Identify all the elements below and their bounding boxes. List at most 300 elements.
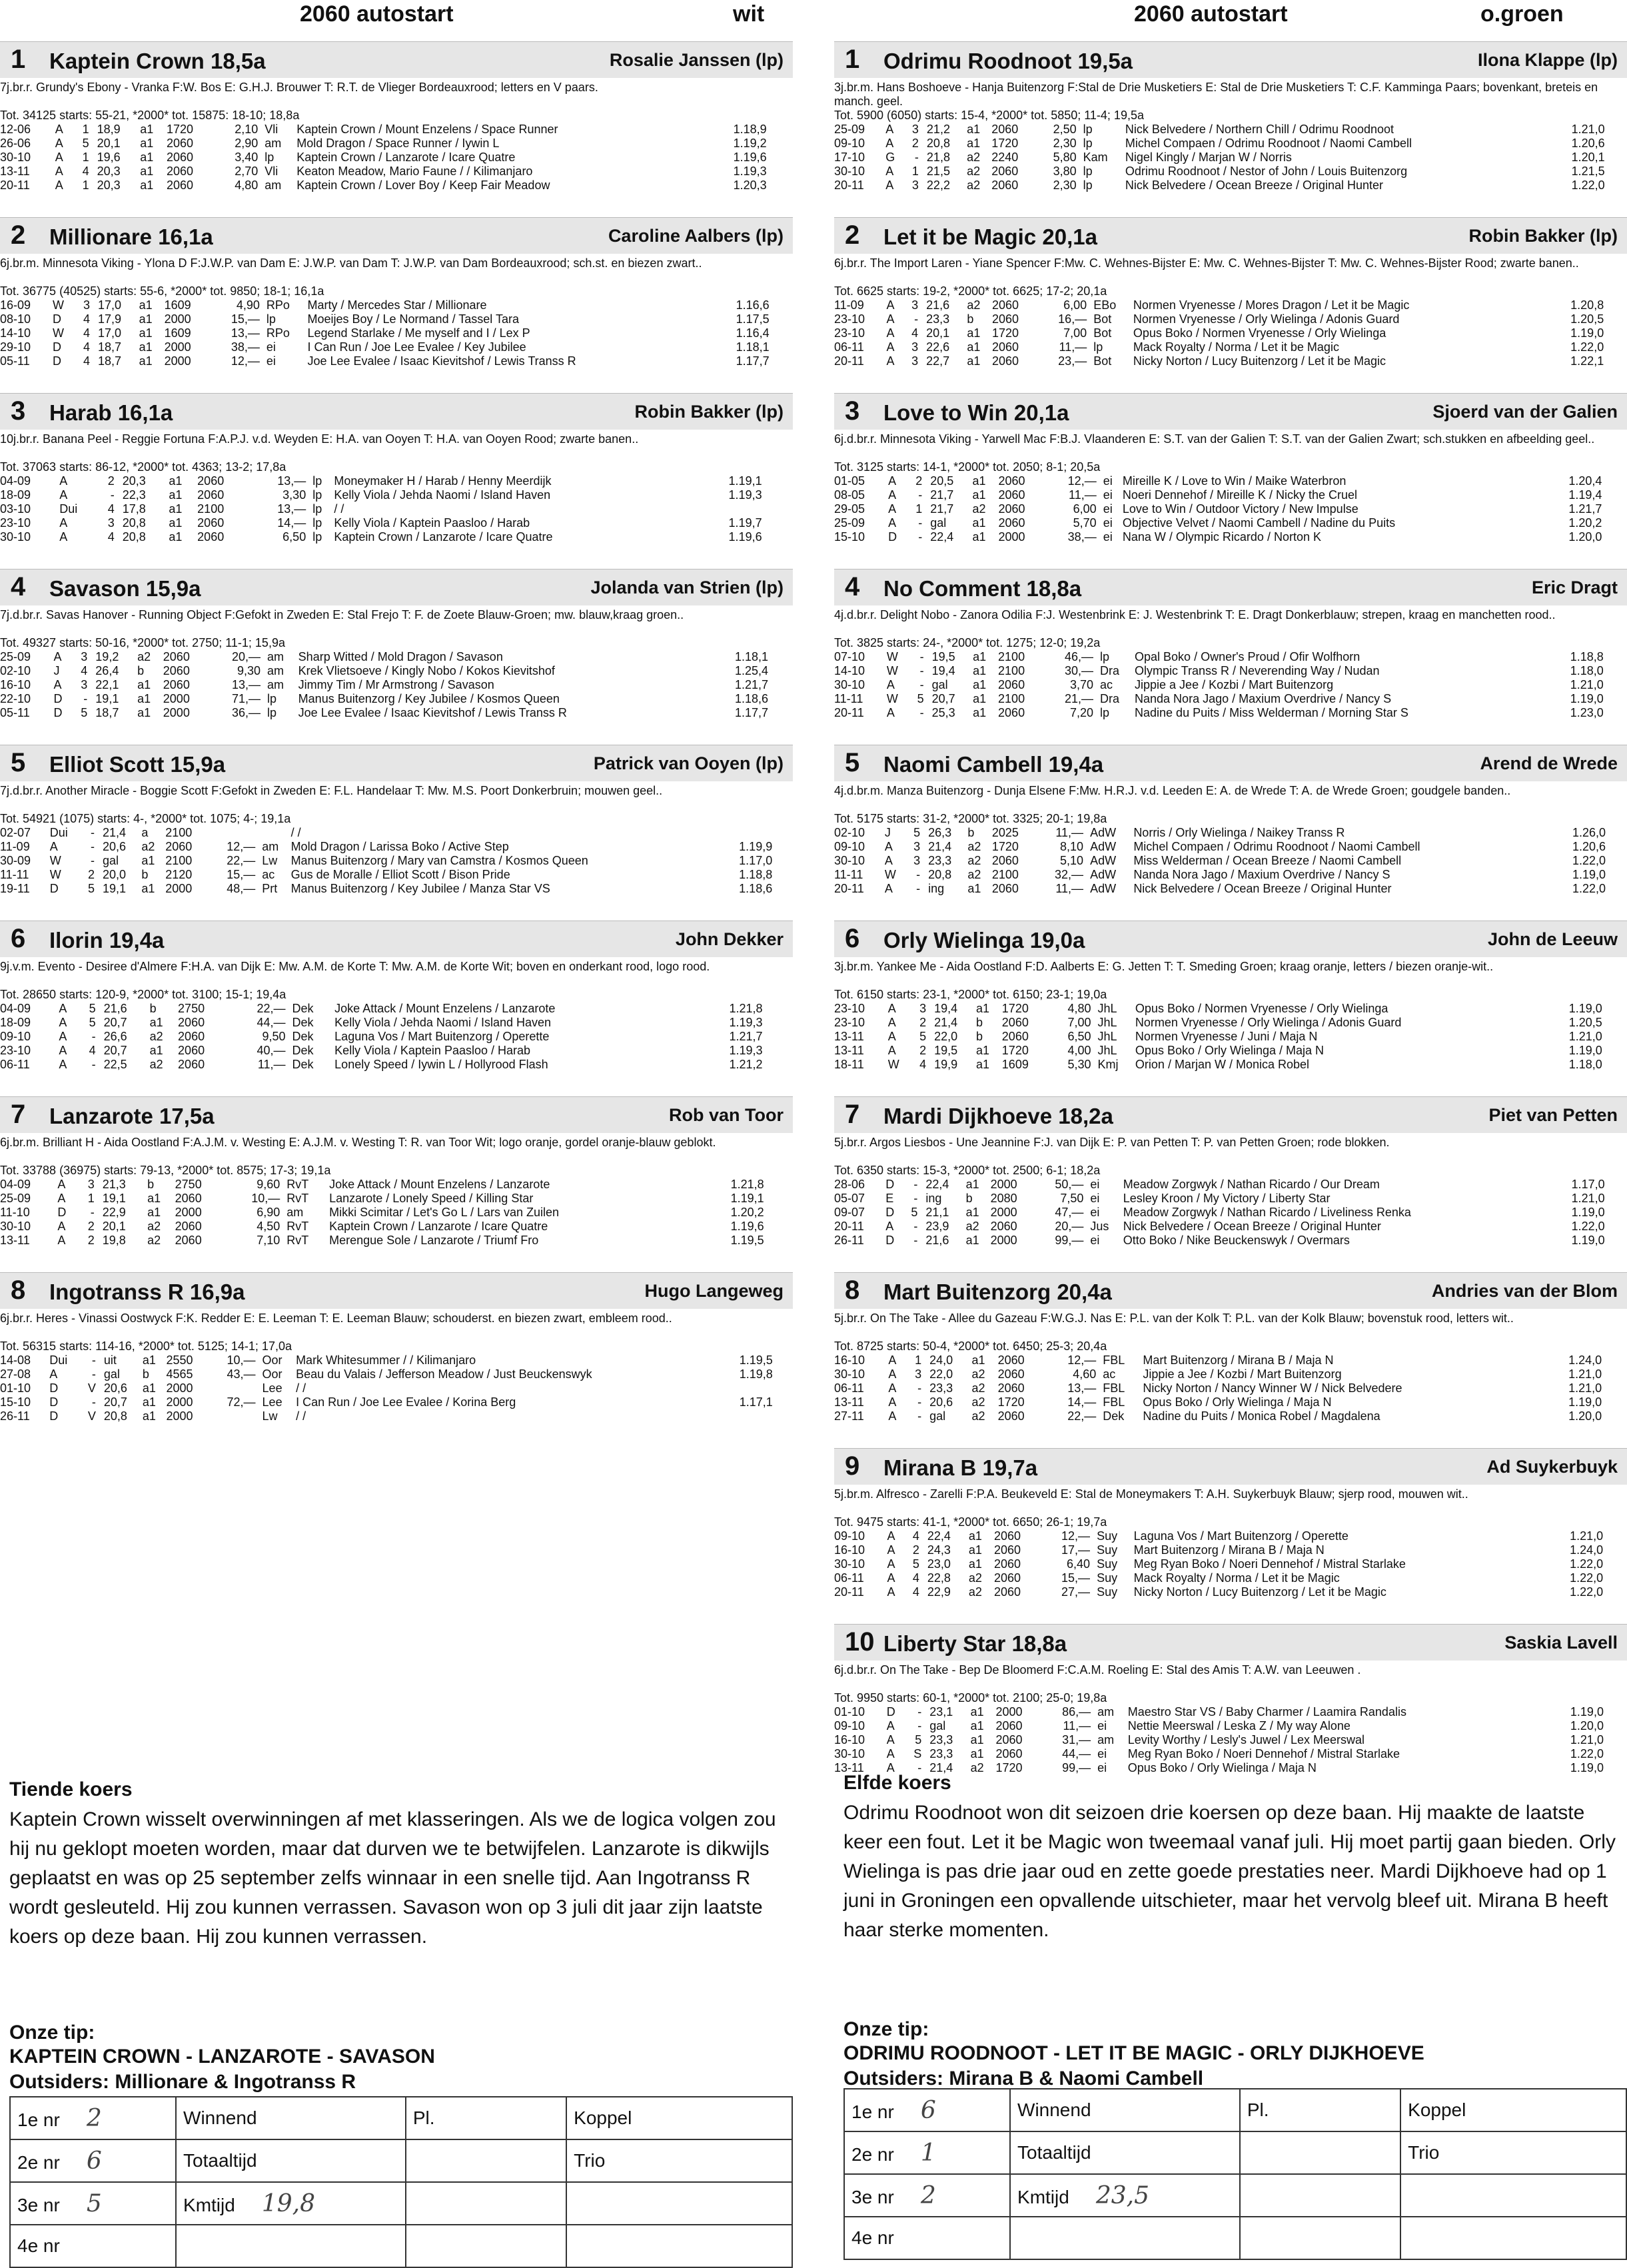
run-distance: 2060 bbox=[991, 340, 1019, 354]
horse-number: 8 bbox=[11, 1276, 26, 1305]
run-track: A bbox=[887, 1557, 895, 1571]
run-driver: Kam bbox=[1083, 151, 1108, 164]
race-color-label: wit bbox=[733, 1, 765, 27]
table-row bbox=[834, 1529, 1627, 1543]
horse-pedigree: 6j.d.br.r. On The Take - Bep De Bloomerd F:C.A.M. Roeling E: Stal des Amis T: A.W. van Leeuwen . bbox=[834, 1663, 1361, 1677]
run-driver: lp bbox=[1083, 137, 1093, 150]
run-driver: JhL bbox=[1097, 1044, 1117, 1057]
run-odds: 7,00 bbox=[1063, 326, 1087, 340]
run-result: Legend Starlake / Me myself and I / Lex P bbox=[307, 326, 530, 340]
horse-pedigree: 6j.br.m. Minnesota Viking - Ylona D F:J.W.P. van Dam E: J.W.P. van Dam T: J.W.P. van Dam Bordeauxrood; sch.st. en biezen zwart.. bbox=[0, 256, 702, 270]
table-row bbox=[834, 1543, 1627, 1557]
bet-cell-totaaltijd[interactable] bbox=[176, 2139, 406, 2182]
run-start: a1 bbox=[137, 706, 151, 719]
run-odds: 6,50 bbox=[1067, 1030, 1091, 1043]
run-track: A bbox=[887, 1016, 896, 1029]
run-distance: 2060 bbox=[175, 1220, 202, 1233]
run-winner-time: 1.19,3 bbox=[729, 1016, 763, 1029]
run-track: A bbox=[886, 1719, 895, 1732]
run-odds: 13,— bbox=[231, 678, 261, 691]
run-place: 5 bbox=[917, 692, 924, 705]
run-winner-time: 1.22,0 bbox=[1571, 1220, 1605, 1233]
run-winner-time: 1.20,0 bbox=[1568, 530, 1602, 544]
run-result: Nadine du Puits / Monica Robel / Magdalena bbox=[1143, 1409, 1380, 1423]
run-place: - bbox=[91, 1030, 96, 1043]
run-start: a2 bbox=[967, 151, 981, 164]
run-result: Nadine du Puits / Miss Welderman / Morning Star S bbox=[1135, 706, 1408, 719]
run-odds: 11,— bbox=[1055, 882, 1084, 895]
bet-cell-empty[interactable] bbox=[176, 2225, 406, 2267]
horse-number: 2 bbox=[845, 220, 860, 250]
run-odds: 22,— bbox=[1067, 1409, 1097, 1423]
run-winner-time: 1.19,3 bbox=[729, 1044, 763, 1057]
run-start: a1 bbox=[147, 1192, 161, 1205]
run-time: 21,4 bbox=[929, 1761, 953, 1774]
run-place: - bbox=[91, 1353, 96, 1367]
bet-cell-nr4[interactable] bbox=[844, 2217, 1010, 2259]
horse-stats: Tot. 5900 (6050) starts: 15-4, *2000* tot. 5850; 11-4; 19,5a bbox=[834, 109, 1144, 122]
horse-entry bbox=[0, 921, 793, 1096]
bet-cell-kmtijd[interactable] bbox=[176, 2182, 406, 2225]
run-date: 07-10 bbox=[834, 650, 865, 663]
bet-label: Kmtijd bbox=[183, 2194, 235, 2215]
bet-label: Koppel bbox=[1408, 2099, 1466, 2120]
run-date: 25-09 bbox=[0, 650, 31, 663]
bet-cell-empty[interactable] bbox=[1240, 2131, 1400, 2174]
run-place: - bbox=[917, 1381, 922, 1395]
table-row bbox=[0, 1409, 793, 1423]
run-odds: 11,— bbox=[1069, 488, 1097, 502]
run-winner-time: 1.18,1 bbox=[734, 650, 768, 663]
run-start: a1 bbox=[973, 678, 987, 691]
run-track: A bbox=[57, 1192, 66, 1205]
run-track: G bbox=[885, 151, 895, 164]
run-winner-time: 1.19,6 bbox=[733, 151, 767, 164]
run-track: W bbox=[886, 692, 898, 705]
run-time: 17,0 bbox=[97, 298, 121, 312]
run-date: 05-11 bbox=[0, 706, 30, 719]
bet-cell-empty[interactable] bbox=[1400, 2174, 1626, 2217]
run-place: - bbox=[916, 882, 921, 895]
run-distance: 2100 bbox=[998, 650, 1025, 663]
horse-pedigree: 6j.br.r. Heres - Vinassi Oostwyck F:K. Redder E: E. Leeman T: E. Leeman Blauw; schouderst. en biezen zwart, embleem rood.. bbox=[0, 1312, 672, 1325]
run-track: A bbox=[53, 650, 62, 663]
run-odds: 2,30 bbox=[1053, 179, 1077, 192]
run-result: Normen Vryenesse / Juni / Maja N bbox=[1135, 1030, 1318, 1043]
run-time: 26,3 bbox=[928, 826, 952, 839]
run-date: 01-10 bbox=[0, 1381, 31, 1395]
run-distance: 1720 bbox=[991, 840, 1019, 853]
run-driver: Dra bbox=[1100, 692, 1120, 705]
run-driver: ei bbox=[1090, 1234, 1100, 1247]
horse-stats: Tot. 3125 starts: 14-1, *2000* tot. 2050; 8-1; 20,5a bbox=[834, 460, 1101, 474]
table-row bbox=[834, 1206, 1627, 1220]
run-distance: 1720 bbox=[1001, 1044, 1029, 1057]
run-driver: ei bbox=[1103, 474, 1113, 488]
run-distance: 2060 bbox=[175, 1192, 202, 1205]
run-distance: 2750 bbox=[178, 1002, 205, 1015]
table-row bbox=[0, 1220, 793, 1234]
run-distance: 2060 bbox=[993, 1529, 1021, 1543]
horse-number: 8 bbox=[845, 1276, 860, 1305]
bet-cell-koppel[interactable] bbox=[1400, 2089, 1626, 2131]
bet-label: Trio bbox=[574, 2150, 606, 2171]
run-place: 4 bbox=[919, 1058, 927, 1071]
run-track: D bbox=[53, 340, 62, 354]
run-winner-time: 1.20,5 bbox=[1568, 1016, 1602, 1029]
run-odds: 2,90 bbox=[235, 137, 259, 150]
table-row bbox=[0, 1367, 793, 1381]
run-winner-time: 1.21,0 bbox=[1568, 1030, 1602, 1043]
run-distance: 2060 bbox=[993, 1585, 1021, 1599]
run-track: A bbox=[55, 165, 63, 178]
table-row bbox=[834, 502, 1627, 516]
table-row bbox=[0, 1044, 793, 1058]
run-distance: 4565 bbox=[166, 1367, 193, 1381]
bet-cell-empty[interactable] bbox=[406, 2225, 566, 2267]
run-result: Nick Belvedere / Northern Chill / Odrimu Roodnoot bbox=[1125, 123, 1394, 136]
run-start: a1 bbox=[140, 179, 154, 192]
bet-cell-nr2[interactable] bbox=[10, 2139, 176, 2182]
run-result: Michel Compaen / Odrimu Roodnoot / Naomi Cambell bbox=[1133, 840, 1420, 853]
run-result: Nana W / Olympic Ricardo / Norton K bbox=[1122, 530, 1321, 544]
run-time: 22,8 bbox=[927, 1571, 951, 1585]
run-result: Mold Dragon / Space Runner / Iywin L bbox=[296, 137, 500, 150]
run-winner-time: 1.20,2 bbox=[1568, 516, 1602, 530]
run-date: 14-08 bbox=[0, 1353, 31, 1367]
run-winner-time bbox=[740, 1409, 793, 1423]
horse-name: Mirana B 19,7a bbox=[883, 1455, 1038, 1480]
commentary-text: Odrimu Roodnoot won dit seizoen drie koersen op deze baan. Hij maakte de laatste keer een fout. Let it be Magic won tweemaal vanaf juli. Hij moet partij gaan bieden. Orly Wielinga is pas drie jaar oud en zette goede prestaties neer. Mardi Dijkhoeve had op 1 juni in Groningen een opvallende uitschieter, maar het vervolg bleef uit. Mirana B heeft haar sterke momenten. bbox=[843, 1802, 1616, 1941]
run-time: 20,8 bbox=[926, 137, 950, 150]
table-row bbox=[0, 488, 793, 502]
run-odds: 7,00 bbox=[1067, 1016, 1091, 1029]
run-time: 19,9 bbox=[934, 1058, 958, 1071]
run-driver: Dek bbox=[292, 1030, 314, 1043]
horse-pedigree: 9j.v.m. Evento - Desiree d'Almere F:H.A. van Dijk E: Mw. A.M. de Korte T: Mw. A.M. de Korte Wit; boven en onderkant rood, logo rood. bbox=[0, 960, 710, 973]
run-odds: 48,— bbox=[227, 882, 256, 895]
run-odds: 2,10 bbox=[235, 123, 259, 136]
run-distance: 2120 bbox=[165, 868, 193, 881]
run-driver: ei bbox=[1097, 1761, 1107, 1774]
run-odds: 6,90 bbox=[257, 1206, 280, 1219]
table-row bbox=[0, 882, 793, 896]
bet-cell-empty[interactable] bbox=[406, 2139, 566, 2182]
run-odds: 3,70 bbox=[1069, 678, 1093, 691]
run-track: D bbox=[53, 706, 63, 719]
run-time: 22,4 bbox=[927, 1529, 951, 1543]
bet-cell-kmtijd[interactable] bbox=[1010, 2174, 1240, 2217]
run-track: A bbox=[885, 179, 894, 192]
run-date: 01-10 bbox=[834, 1705, 865, 1718]
bet-cell-empty[interactable] bbox=[566, 2225, 792, 2267]
run-distance: 2240 bbox=[991, 151, 1019, 164]
run-date: 09-10 bbox=[834, 840, 865, 853]
run-odds: 7,10 bbox=[257, 1234, 280, 1247]
run-driver: ei bbox=[1103, 488, 1113, 502]
table-row bbox=[834, 340, 1627, 354]
run-time: 23,3 bbox=[928, 854, 952, 867]
run-place: 2 bbox=[912, 1543, 919, 1557]
run-start: b bbox=[141, 868, 149, 881]
run-track: A bbox=[59, 1016, 67, 1029]
run-track: A bbox=[888, 474, 897, 488]
bet-cell-totaaltijd[interactable] bbox=[1010, 2131, 1240, 2174]
horse-stats: Tot. 56315 starts: 114-16, *2000* tot. 5125; 14-1; 17,0a bbox=[0, 1339, 292, 1353]
bet-label: 1e nr bbox=[851, 2101, 894, 2122]
run-start: a2 bbox=[967, 298, 981, 312]
run-result: Levity Worthy / Lesly's Juwel / Lex Meerswal bbox=[1127, 1733, 1365, 1746]
run-result: Meadow Zorgwyk / Nathan Ricardo / Our Dream bbox=[1123, 1178, 1380, 1191]
run-place: - bbox=[914, 312, 919, 326]
run-time: uit bbox=[103, 1353, 117, 1367]
run-date: 17-10 bbox=[834, 151, 865, 164]
bet-cell-nr3[interactable] bbox=[10, 2182, 176, 2225]
run-start: a1 bbox=[139, 354, 153, 368]
run-start: a1 bbox=[139, 326, 153, 340]
horse-number: 1 bbox=[845, 45, 860, 74]
run-place: 2 bbox=[919, 1016, 927, 1029]
run-place: 5 bbox=[89, 1002, 96, 1015]
run-time: ing bbox=[925, 1192, 942, 1205]
run-track: W bbox=[886, 664, 898, 677]
run-winner-time: 1.22,1 bbox=[1570, 354, 1604, 368]
run-winner-time: 1.24,0 bbox=[1570, 1543, 1604, 1557]
bet-cell-empty[interactable] bbox=[1010, 2217, 1240, 2259]
bet-cell-empty[interactable] bbox=[1240, 2217, 1400, 2259]
table-row bbox=[834, 137, 1627, 151]
run-place: 4 bbox=[912, 1571, 919, 1585]
run-place: 3 bbox=[911, 179, 919, 192]
run-date: 19-11 bbox=[0, 882, 30, 895]
run-start: a1 bbox=[147, 1206, 161, 1219]
run-result: Beau du Valais / Jefferson Meadow / Just Beuckenswyk bbox=[296, 1367, 592, 1381]
run-result: Merengue Sole / Lanzarote / Triumf Fro bbox=[329, 1234, 539, 1247]
run-odds: 9,60 bbox=[257, 1178, 280, 1191]
run-place: - bbox=[919, 678, 924, 691]
run-place: - bbox=[83, 692, 88, 705]
horse-entry bbox=[0, 1272, 793, 1448]
run-winner-time: 1.22,0 bbox=[1570, 1585, 1604, 1599]
race-header bbox=[834, 0, 1627, 36]
bet-cell-nr2[interactable] bbox=[844, 2131, 1010, 2174]
run-place: 4 bbox=[83, 326, 90, 340]
horse-number: 10 bbox=[845, 1627, 875, 1657]
run-track: A bbox=[887, 1002, 896, 1015]
run-distance: 2060 bbox=[197, 516, 225, 530]
run-track: A bbox=[887, 1030, 896, 1043]
horse-header bbox=[834, 1448, 1627, 1485]
run-winner-time: 1.17,5 bbox=[736, 312, 770, 326]
run-winner-time: 1.19,0 bbox=[1570, 1705, 1604, 1718]
run-date: 20-11 bbox=[834, 882, 864, 895]
run-track: A bbox=[53, 678, 62, 691]
run-distance: 2060 bbox=[998, 678, 1025, 691]
run-result: Maestro Star VS / Baby Charmer / Laamira Randalis bbox=[1127, 1705, 1406, 1718]
bet-cell-winnend[interactable] bbox=[176, 2097, 406, 2139]
run-result: Laguna Vos / Mart Buitenzorg / Operette bbox=[1133, 1529, 1349, 1543]
run-distance: 2000 bbox=[166, 1395, 193, 1409]
bet-cell-empty[interactable] bbox=[1240, 2174, 1400, 2217]
run-result: Manus Buitenzorg / Key Jubilee / Manza Star VS bbox=[290, 882, 550, 895]
horse-header bbox=[0, 569, 793, 605]
driver-name: Hugo Langeweg bbox=[644, 1281, 784, 1301]
bet-label: Trio bbox=[1408, 2142, 1440, 2163]
table-row bbox=[834, 650, 1627, 664]
run-date: 06-11 bbox=[0, 1058, 30, 1071]
run-track: A bbox=[888, 1409, 897, 1423]
run-place: - bbox=[919, 650, 924, 663]
run-result: Odrimu Roodnoot / Nestor of John / Louis Buitenzorg bbox=[1125, 165, 1408, 178]
run-winner-time: 1.21,7 bbox=[1568, 502, 1602, 516]
run-track: J bbox=[884, 826, 891, 839]
run-winner-time: 1.21,0 bbox=[1570, 678, 1604, 691]
run-date: 16-10 bbox=[834, 1353, 865, 1367]
run-odds: 86,— bbox=[1062, 1705, 1091, 1718]
driver-name: Robin Bakker (lp) bbox=[1468, 226, 1618, 246]
run-distance: 2060 bbox=[997, 1409, 1025, 1423]
run-time: 23,1 bbox=[929, 1705, 953, 1718]
bet-cell-nr4[interactable] bbox=[10, 2225, 176, 2267]
table-row bbox=[834, 1747, 1627, 1761]
bet-cell-pl[interactable] bbox=[406, 2097, 566, 2139]
run-distance: 2060 bbox=[997, 1381, 1025, 1395]
horse-entry bbox=[834, 745, 1627, 921]
horse-name: Ingotranss R 16,9a bbox=[49, 1280, 245, 1304]
bet-cell-empty[interactable] bbox=[1400, 2217, 1626, 2259]
run-driver: Oor bbox=[262, 1367, 282, 1381]
run-track: Dui bbox=[49, 826, 68, 839]
run-driver: FBL bbox=[1103, 1353, 1125, 1367]
run-winner-time: 1.19,0 bbox=[1568, 1002, 1602, 1015]
run-track: A bbox=[886, 340, 895, 354]
run-odds: 20,— bbox=[1055, 1220, 1084, 1233]
table-row bbox=[834, 165, 1627, 179]
run-time: 24,3 bbox=[927, 1543, 951, 1557]
run-date: 29-10 bbox=[0, 340, 31, 354]
table-row bbox=[834, 840, 1627, 854]
run-time: 21,5 bbox=[926, 165, 950, 178]
horse-pedigree: 3j.br.m. Yankee Me - Aida Oostland F:D. Aalberts E: G. Jetten T: T. Smeding Groen; kraag oranje, letters / biezen oranje-wit.. bbox=[834, 960, 1494, 973]
run-time: 23,3 bbox=[926, 312, 950, 326]
run-driver: RvT bbox=[286, 1192, 309, 1205]
bet-cell-trio[interactable] bbox=[566, 2139, 792, 2182]
run-start: a1 bbox=[968, 1557, 982, 1571]
race-commentary bbox=[843, 1772, 1623, 1945]
horse-number: 3 bbox=[845, 396, 860, 426]
recent-runs-table bbox=[0, 1002, 793, 1072]
run-start: a1 bbox=[142, 1409, 156, 1423]
run-track: A bbox=[888, 1381, 897, 1395]
run-winner-time: 1.19,8 bbox=[739, 1367, 773, 1381]
run-distance: 2100 bbox=[165, 826, 193, 839]
run-date: 16-09 bbox=[0, 298, 31, 312]
run-time: 19,2 bbox=[95, 650, 119, 663]
run-distance: 2100 bbox=[998, 664, 1025, 677]
run-date: 06-11 bbox=[834, 1571, 864, 1585]
run-odds: 40,— bbox=[257, 1044, 286, 1057]
run-date: 05-11 bbox=[0, 354, 30, 368]
run-date: 09-10 bbox=[834, 1719, 865, 1732]
run-place: 4 bbox=[107, 530, 115, 544]
run-odds: 17,— bbox=[1061, 1543, 1091, 1557]
run-driver: AdW bbox=[1090, 868, 1117, 881]
run-place: - bbox=[919, 664, 924, 677]
bet-cell-trio[interactable] bbox=[1400, 2131, 1626, 2174]
horse-header bbox=[834, 745, 1627, 781]
table-row bbox=[834, 1585, 1627, 1599]
horse-stats: Tot. 6350 starts: 15-3, *2000* tot. 2500; 6-1; 18,2a bbox=[834, 1164, 1101, 1177]
run-odds: 20,— bbox=[231, 650, 261, 663]
run-place: 4 bbox=[912, 1529, 919, 1543]
bet-cell-empty[interactable] bbox=[566, 2182, 792, 2225]
run-time: 25,3 bbox=[931, 706, 955, 719]
horse-number: 5 bbox=[845, 748, 860, 777]
run-time: 22,2 bbox=[926, 179, 950, 192]
run-driver: ac bbox=[262, 868, 275, 881]
bet-cell-nr3[interactable] bbox=[844, 2174, 1010, 2217]
run-track: A bbox=[884, 854, 893, 867]
bet-cell-nr1[interactable] bbox=[844, 2089, 1010, 2131]
recent-runs-table bbox=[834, 474, 1627, 544]
horse-number: 4 bbox=[11, 572, 26, 601]
horse-entry bbox=[0, 41, 793, 217]
horse-stats: Tot. 6625 starts: 19-2, *2000* tot. 6625; 17-2; 20,1a bbox=[834, 284, 1107, 298]
run-time: 21,4 bbox=[102, 826, 127, 839]
recent-runs-table bbox=[834, 1705, 1627, 1775]
horse-header bbox=[0, 921, 793, 957]
run-distance: 2060 bbox=[178, 1058, 205, 1071]
bet-cell-koppel[interactable] bbox=[566, 2097, 792, 2139]
run-date: 16-10 bbox=[0, 678, 31, 691]
run-track: A bbox=[887, 1543, 895, 1557]
bet-cell-nr1[interactable] bbox=[10, 2097, 176, 2139]
bet-cell-empty[interactable] bbox=[406, 2182, 566, 2225]
run-start: b bbox=[137, 664, 145, 677]
bet-cell-winnend[interactable] bbox=[1010, 2089, 1240, 2131]
horse-header bbox=[834, 217, 1627, 254]
run-odds: 6,50 bbox=[282, 530, 306, 544]
run-result: Nicky Norton / Lucy Buitenzorg / Let it be Magic bbox=[1133, 1585, 1386, 1599]
run-track: Dui bbox=[49, 1353, 68, 1367]
run-track: A bbox=[886, 706, 895, 719]
run-place: 5 bbox=[912, 1557, 919, 1571]
run-odds: 2,50 bbox=[1053, 123, 1077, 136]
run-start: a1 bbox=[973, 650, 987, 663]
run-date: 30-10 bbox=[0, 151, 31, 164]
run-result: Kelly Viola / Jehda Naomi / Island Haven bbox=[334, 1016, 552, 1029]
bet-cell-pl[interactable] bbox=[1240, 2089, 1400, 2131]
table-row bbox=[0, 840, 793, 854]
run-start: a1 bbox=[169, 502, 183, 516]
run-place: - bbox=[917, 1395, 922, 1409]
horse-header bbox=[0, 1096, 793, 1133]
run-odds: 44,— bbox=[1062, 1747, 1091, 1760]
run-distance: 2060 bbox=[997, 1353, 1025, 1367]
run-date: 20-11 bbox=[834, 179, 864, 192]
horse-stats: Tot. 36775 (40525) starts: 55-6, *2000* tot. 9850; 18-1; 16,1a bbox=[0, 284, 324, 298]
horse-pedigree: 7j.d.br.r. Savas Hanover - Running Object F:Gefokt in Zweden E: Stal Frejo T: F. de Zoete Blauw-Groen; mw. blauw,kraag groen.. bbox=[0, 608, 684, 621]
run-result: Opal Boko / Owner's Proud / Ofir Wolfhorn bbox=[1135, 650, 1360, 663]
run-result: Kaptein Crown / Lanzarote / Icare Quatre bbox=[334, 530, 553, 544]
run-track: D bbox=[49, 1395, 59, 1409]
run-time: 20,7 bbox=[103, 1395, 127, 1409]
run-track: D bbox=[888, 530, 897, 544]
table-row bbox=[834, 530, 1627, 544]
run-date: 18-09 bbox=[0, 1016, 31, 1029]
handwritten-kmtijd: 23,5 bbox=[1095, 2181, 1149, 2209]
recent-runs-table bbox=[834, 1353, 1627, 1423]
